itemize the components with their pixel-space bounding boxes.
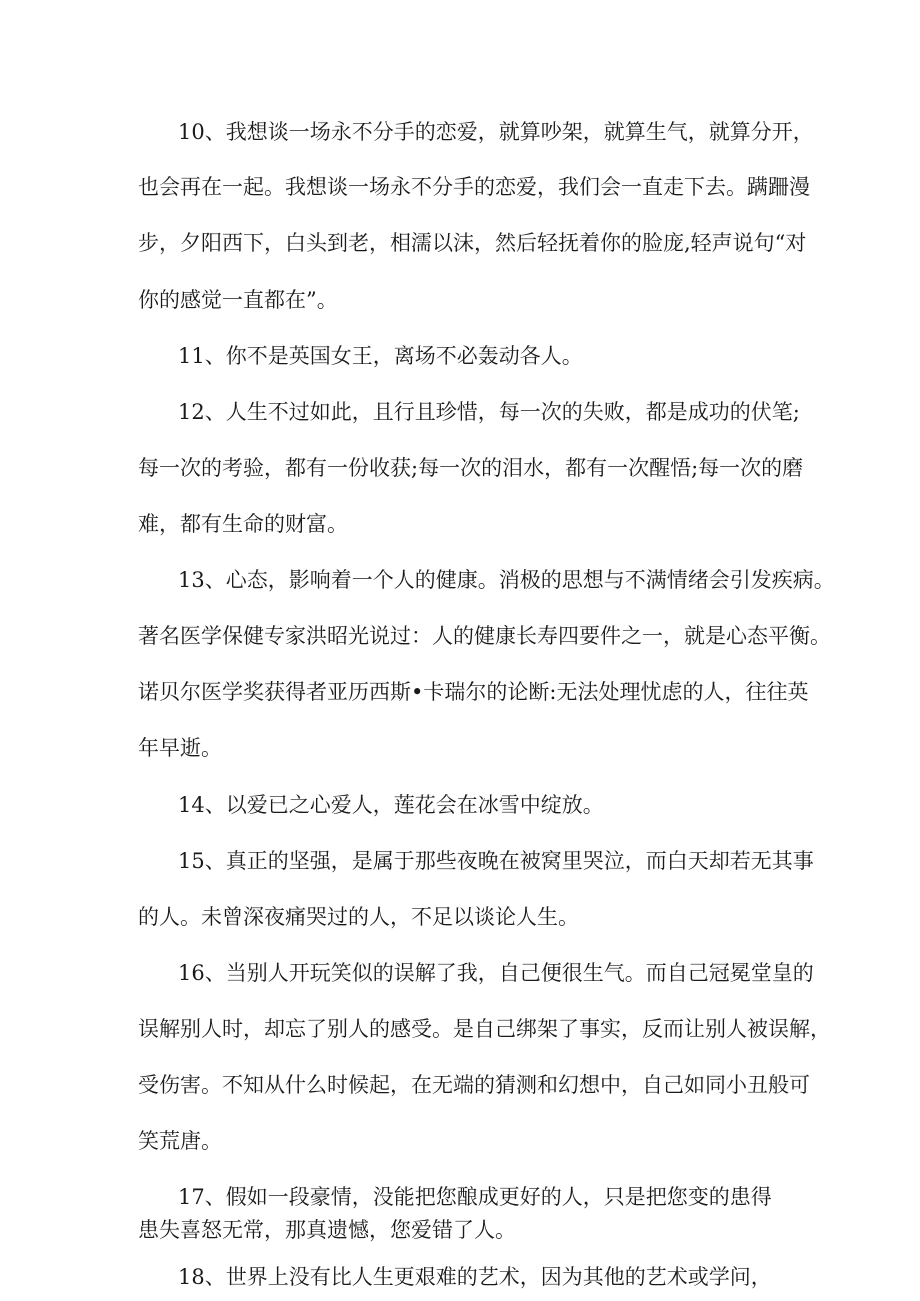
paragraph-13-line-3: 诺贝尔医学奖获得者亚历西斯•卡瑞尔的论断:无法处理忧虑的人，往往英 xyxy=(138,680,809,704)
paragraph-10-line-3: 步，夕阳西下，白头到老，相濡以沫，然后轻抚着你的脸庞,轻声说句“对 xyxy=(138,231,807,255)
paragraph-16-line-1: 16、当别人开玩笑似的误解了我，自己便很生气。而自己冠冕堂皇的 xyxy=(178,961,814,985)
paragraph-10-line-4: 你的感觉一直都在”。 xyxy=(138,288,338,312)
paragraph-15-line-2: 的人。未曾深夜痛哭过的人，不足以谈论人生。 xyxy=(138,905,579,929)
paragraph-17-line-2: 患失喜怒无常，那真遗憾，您爱错了人。 xyxy=(138,1218,516,1242)
paragraph-16-line-2: 误解别人时，却忘了别人的感受。是自己绑架了事实，反而让别人被误解， xyxy=(138,1017,831,1041)
paragraph-12-line-3: 难，都有生命的财富。 xyxy=(138,512,348,536)
paragraph-18-line-1: 18、世界上没有比人生更艰难的艺术，因为其他的艺术或学问， xyxy=(178,1265,772,1289)
paragraph-17-line-1: 17、假如一段豪情，没能把您酿成更好的人，只是把您变的患得 xyxy=(178,1185,772,1209)
paragraph-16-line-4: 笑荒唐。 xyxy=(138,1129,222,1153)
paragraph-13-line-2: 著名医学保健专家洪昭光说过：人的健康长寿四要件之一，就是心态平衡。 xyxy=(138,624,831,648)
paragraph-12-line-1: 12、人生不过如此，且行且珍惜，每一次的失败，都是成功的伏笔; xyxy=(178,400,800,424)
paragraph-14-line-1: 14、以爱已之心爱人，莲花会在冰雪中绽放。 xyxy=(178,793,604,817)
paragraph-11-line-1: 11、你不是英国女王，离场不必轰动各人。 xyxy=(178,344,583,368)
paragraph-13-line-1: 13、心态，影响着一个人的健康。消极的思想与不满情绪会引发疾病。 xyxy=(178,568,835,592)
paragraph-13-line-4: 年早逝。 xyxy=(138,736,222,760)
paragraph-15-line-1: 15、真正的坚强，是属于那些夜晚在被窝里哭泣，而白天却若无其事 xyxy=(178,849,814,873)
paragraph-16-line-3: 受伤害。不知从什么时候起，在无端的猜测和幻想中，自己如同小丑般可 xyxy=(138,1073,810,1097)
paragraph-10-line-1: 10、我想谈一场永不分手的恋爱，就算吵架，就算生气，就算分开， xyxy=(178,120,814,144)
paragraph-12-line-2: 每一次的考验，都有一份收获;每一次的泪水，都有一次醒悟;每一次的磨 xyxy=(138,456,804,480)
paragraph-10-line-2: 也会再在一起。我想谈一场永不分手的恋爱，我们会一直走下去。蹒跚漫 xyxy=(138,175,810,199)
